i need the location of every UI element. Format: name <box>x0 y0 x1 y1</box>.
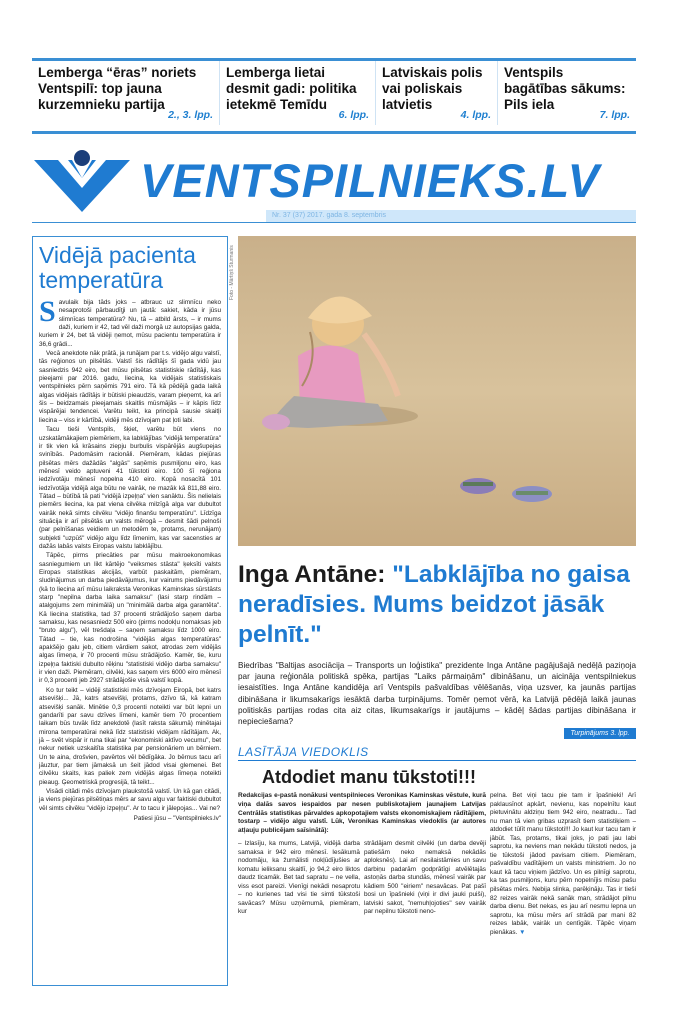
continued-link[interactable]: Turpinājums 3. lpp. <box>564 728 636 739</box>
teaser-title: Lemberga lietai desmit gadi: politika ietekmē Temīdu <box>226 65 357 112</box>
editorial-paragraph: Visādi citādi mēs dzīvojam plaukstošā valstī. Un kā gan citādi, ja viens piejūras pilsētiņas mērs ar savu algu var faktiski dubultot vēl simts cilvēku "vidējo izpeļņu". Ar to tacu ir jālepojas... Vai ne? <box>39 787 221 812</box>
teaser-item[interactable] <box>32 61 220 125</box>
editorial-paragraph: Vecā anekdote nāk prātā, ja runājam par t.s. vidējo algu valstī, tās reģionos un pilsētās. Valstī šis rādītājs šī gada vidū jau sasniedzis 942 eiro, bet mūsu pilsētas statistiskie rādītāji, kas pieejami par 2016. gadu, liecina, ka vidējais statistiskais ventspilnieks pērn saņēmis 791 eiro. Tā kā pēdējā gada laikā algas vidējais rādītājs ir būtiski pieaudzis, varam pieņemt, ka arī šis – beidzamais pieejamais skaitlis mūsmājās – ir kāpis līdz vispārējai tendencei. Varētu teikt, ka principā sausie skaitļi liecina – viss ir kārtībā, vidēji mēs dzīvojam pat ļoti labi. <box>39 350 221 424</box>
end-mark-icon: ▼ <box>519 928 526 936</box>
divider <box>238 760 636 761</box>
headline-quote: "Labklājība no gaisa neradīsies. Mums beidzot jāsāk pelnīt." <box>238 561 630 648</box>
photo-credit: Foto - Mārtiņš Sturmanis <box>229 245 235 300</box>
teaser-pages: 6. lpp. <box>338 109 369 121</box>
teaser-pages: 2., 3. lpp. <box>168 109 213 121</box>
reader-column-1: – Izlasīju, ka mums, Latvijā, vidējā darba samaksa ir 942 eiro mēnesī. Iesākumā nodomāju, ka žurnālisti nokļūdījušies ar komatu ieliksanu skaitlī, jo 94,2 eiro liktos daudz ticamāk. Bet tad sapratu – ne vella, viss esot pareizi. Vienīgi nekādi nesaprotu – no kurienes tad visi tie simti tūkstoši savācas? Mūsu uzņēmumā, piemēram, kur <box>238 840 360 916</box>
reader-intro: Redakcijas e-pastā nonākusi ventspilnieces Veronikas Kaminskas vēstule, kurā viņa dalās savos iespaidos par nesen publiskotajiem jaunajiem Latvijas Centrālās statistikas pārvaldes apkopotajiem valsts ekonomiskajiem rādītājiem, tostarp – vidējo algu valstī. Lūk, Veronikas Kaminskas viedoklis (ar autores atļauju publicējam saīsinātā): <box>238 792 486 835</box>
teaser-title: Lemberga “ēras” noriets Ventspilī: top jauna kurzemnieku partija <box>38 65 197 112</box>
issue-bar <box>266 210 636 222</box>
teaser-pages: 4. lpp. <box>460 109 491 121</box>
editorial-column <box>32 236 228 986</box>
teaser-strip <box>32 58 636 134</box>
section-label: LASĪTĀJA VIEDOKLIS <box>238 745 369 759</box>
editorial-lead-paragraph <box>39 295 221 349</box>
brand-name: VENTSPILNIEKS.LV <box>140 154 600 207</box>
reader-column-2: strādājam desmit cilvēki (un darba devēji patiešām neko nemaksā nekādās aploksnēs). Lai arī nesilaistāmies un savu darbiņu padarām godprātīgi atvēlētajās astoņās darba stundās, mēnesī vairāk par kādiem 500 "eiriem" nesavācas. Pat pašī bosi un īpašnieki (viņi ir divi jauki puiši), latviski sakot, "nemuhļojoties" sev vairāk par nepilnu tūkstoti neno- <box>364 840 486 916</box>
teaser-item[interactable] <box>376 61 498 125</box>
editorial-paragraph-text: avulaik bija tāds joks – atbrauc uz slimnīcu neko nesaprotoši pārbaudīţji un jautā: sakiet, kāda ir jūsu slimnīcas temperatūra? Nu, tā – atbild ārsts, – ir mums daži, kuriem ir 42, tad vēl daži morgā uz autopsijas galda, kuriem ir 24, bet tā vidēji ņemot, mūsu pacientu temperatūra ir 36,6 grādi... <box>39 299 221 348</box>
masthead <box>32 148 636 218</box>
editorial-title: Vidējā pacienta temperatūra <box>39 242 196 293</box>
teaser-item[interactable] <box>220 61 376 125</box>
divider <box>32 222 636 223</box>
drop-cap: S <box>39 295 56 328</box>
issue-info: Nr. 37 (37) 2017. gada 8. septembris <box>272 212 387 219</box>
main-story-lead: Biedrības "Baltijas asociācija – Transports un loģistika" prezidente Inga Antāne pagājušajā nedēļā paziņoja par jauna reģionāla politiskā spēka, partijas "Laiks pārmaiņām" dibināšanu, un aicināja ventspilniekus iesaistīties. Inga Antāne kandidēja arī Ventspils pašvaldības vēlēšanās, viņa uzsver, ka jaunās partijas dibināšana ir likumsakarīgs iesāktā darba turpinājums. Tomēr ņemot vērā, ka Latvijā pēdējā laikā jaunas politiskās partijas rodas cita aiz citas, likumsakarīgs ir jautājums – kādēļ šādas partijas dibināšana ir nepieciešama? <box>238 661 636 727</box>
reader-column-3 <box>490 792 636 960</box>
teaser-title: Latviskais polis vai poliskais latvietis <box>382 65 483 112</box>
editorial-signature: Patiesi jūsu – "Ventspilnieks.lv" <box>133 814 221 822</box>
editorial-paragraph: Tāpēc, pirms priecāties par mūsu makroekonomikas sasniegumiem un likt kārtējo "veiksmes stāsta" ķeksīti valsts Eiropas statistikas akcijās, varbūt paskaitām, piemēram, sludinājumus un darba piedāvājumus, kur vairums piedāvājumu (kā to liecina arī mūsu laikraksta Veronikas Kaminskas sūrstāsts starp "nepilna darba laika samaksu" (lasi starp rindām – atalgojums zem minimālā) un "minimālā darba alga garantēta". Kā liecina statistika, tad 37 procenti strādājošo saņem darba samaksu, kas nesasniedz 500 eiro (pirms nodokļu nomaksas jeb "bruto algu"), vēl trešdaļa – saņem samaksu līdz 1000 eiro. Tātad – tie, kas nodrošina "vidējās algas temperatūras" apakšējo galu jeb, citiem vārdiem sakot, atrodas zem vidējās algas līmeņa, ir 70 procenti mūsu strādājošo. Kamēr, tie, kuru izpeļņa faktiski dubulto rēķinu "statistiski vidējo darba samaksu" ir vien daži. Piemēram, cilvēki, kas saņem virs 6000 eiro mēnesī ir 0,3 procenti jeb 2927 strādājošie visā valstī kopā. <box>39 552 221 685</box>
editorial-paragraph: Ko tur teikt – vidēji statistiski mēs dzīvojam Eiropā, bet katrs atsevišķi... Jā, katrs atsevišķi, protams, dzīvo tā, kā katram atsevišķi sanāk. Minētie 0,3 procenti noteikti var būt lepni un gandarīti par savu dzīves līmeni, kamēr tiem 70 procentiem laikam būs tuvāk līdz anekdotē (lasīt raksta sākumā) minētajai mirona temperatūrai nekā līdz statistiski vidējam rādītājam. Ak, jā – svēt vispār ir runa tikai par "ekonomiski aktīvo vecumu", bet nekur netiek uzskaitīta statistika par pensionāriem un bērniem. Un te aina, drošvien, pavērtos vēl bēdīgāka. Jo bērnus tacu arī jāuztur, par tiem jāmaksā un šeit jādod visai glemenei. Bet cilvēku skaits, kas paliek zem vidējās algas līmeņa noteikti pieaug. Ģeometriskā progresijā, tā teikt... <box>39 686 221 786</box>
reader-column-3-text: pelna. Bet viņi tacu pie tam ir īpašnieki! Arī paklausīnot apkārt, nevienu, kas nopelnītu kaut pietuvinātu aldziņu tiem 942 eiro, neatradu... Tad nu man tā vien gribas uzprasīt tiem statistiķiem – atdodiet tūlīt manu tūkstoti!!! Jo kaut kur tacu tam ir jābūt. Tas, protams, tikai joks, jo pati jau labi saprotu, ka neviens man nekādu tūkstoti nedos, ja tie tūkstoši jādod pavisam citiem. Piemēram, pašvaldību vadītājiem un valsts ministriem. Jo no kaut kā tacu viņiem jādzīvo. Un es pilnīgi saprotu, ka tas pusmiljons, kuru pērn nopelnījis mūsu pašu pilsētas mērs. Nebija slinka, parēķināju. Tas ir tieši 82 reizes vairāk nekā sanāk man, strādājot pilnu darba dienu. Bet nekas, es jau arī nesmu lepna un saprotu, ka mūsu mērs arī strādā par mani 82 reizes labāk, vairāk un centīgāk. Tāpēc viņam pienākas. <box>490 792 636 936</box>
headline-name: Inga Antāne: <box>238 561 393 588</box>
teaser-title: Ventspils bagātības sākums: Pils iela <box>504 65 626 112</box>
child-on-sand-photo <box>238 236 636 546</box>
teaser-pages: 7. lpp. <box>599 109 630 121</box>
main-headline <box>238 560 638 650</box>
editorial-paragraph: Tacu tieši Ventspils, šķiet, varētu būt viens no uzskatāmākajiem piemēriem, ka labklājības "vidējā temperatūra" ir tik vien kā krāsains ziepju burbulis vispārējās augšupejas svinībās. Padomāsim racionāli. Piemēram, kādas piejūras pilsētas mērs dažādās "algās" saņēmis pusmiljonu eiro, kas mēnesī veido aptuveni 41 tūkstoti eiro. 100 šī reģiona iedzīvotāju mēnesī nopelna 410 eiro. Kopā nosacītā 101 iedzīvotāja vidējā alga būtu ne vairāk, ne mazāk kā 811,88 eiro. Tātad – būtībā tā pati "vidējā izpeļņa" vien sanāktu. Šis nelielais piemērs liecina, ka pat viena cilvēka milzīgā alga var dubultot vairāk nekā simts cilvēku "vidējo finanšu temperatūru". Līdzīga situācija ir arī pilsētās un valsts mērogā – desmit šādi pelnoši (par pelnīšanas veidiem un metodēm te, protams, nerunājam) subjekti "uzpūš" vidējo algu līdz līmenim, kas var sacensties ar dažās labās valsts Eiropas valstu labklājību. <box>39 426 221 550</box>
teaser-item[interactable] <box>498 61 636 125</box>
reader-headline: Atdodiet manu tūkstoti!!! <box>262 767 476 787</box>
ventspilnieks-logo-icon <box>32 148 132 214</box>
